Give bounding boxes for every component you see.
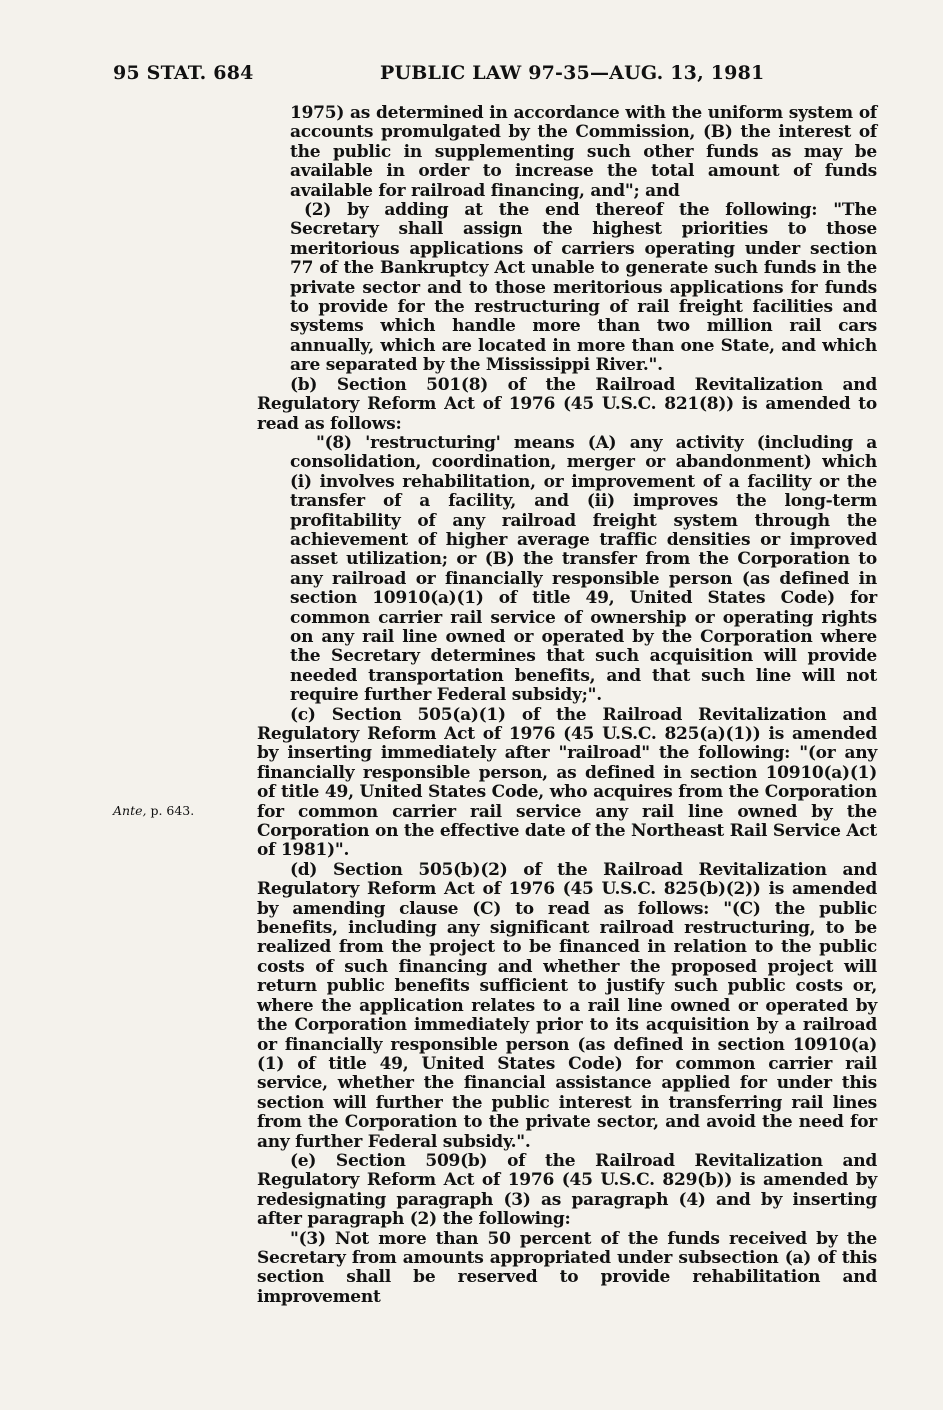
paragraph-quoted-3: "(3) Not more than 50 percent of the funds received by the Secretary from amounts appropriated under subsection (a) of this section shall be reserved to provide rehabilitation and improvement bbox=[257, 1228, 877, 1307]
paragraph-quoted-8: "(8) 'restructuring' means (A) any activity (including a consolidation, coordination, merger or abandonment) which (i) involves rehabilitation, or improvement of a facility or the transfer of a facility, and (ii) improves the long-term profitability of any railroad freight system through the achievement of higher average traffic densities or improved asset utilization; or (B) the transfer from the Corporation to any railroad or financially responsible person (as defined in section 10910(a)(1) of title 49, United States Code) for common carrier rail service of ownership or operating rights on any rail line owned or operated by the Corporation where the Secretary determines that such acquisition will provide needed transportation benefits, and that such line will not require further Federal subsidy;". bbox=[290, 432, 877, 706]
margin-note-italic: Ante, bbox=[113, 803, 147, 818]
paragraph-c: (c) Section 505(a)(1) of the Railroad Revitalization and Regulatory Reform Act of 1976 (45 U.S.C. 825(a)(1)) is amended by inserting immediately after "railroad" the following: "(or any financially responsible person, as defined in section 10910(a)(1) of title 49, United States Code, who acquires from the Corporation for common carrier rail service any rail line owned by the Corporation on the effective date of the Northeast Rail Service Act of 1981)". bbox=[257, 704, 877, 861]
paragraph-continuation: 1975) as determined in accordance with the uniform system of accounts promulgated by the Commission, (B) the interest of the public in supplementing such other funds as may be available in order to increase the total amount of funds available for railroad financing, and"; and bbox=[290, 103, 877, 201]
paragraph-d: (d) Section 505(b)(2) of the Railroad Revitalization and Regulatory Reform Act of 1976 (45 U.S.C. 825(b)(2)) is amended by amending clause (C) to read as follows: "(C) the public benefits, including any significant railroad restructuring, to be realized from the project to be financed in relation to the public costs of such financing and whether the proposed project will return public benefits sufficient to justify such public costs or, where the application relates to a rail line owned or operated by the Corporation immediately prior to its acquisition by a railroad or financially responsible person (as defined in section 10910(a)(1) of title 49, United States Code) for common carrier rail service, whether the financial assistance applied for under this section will further the public interest in transferring rail lines from the Corporation to the private sector, and avoid the need for any further Federal subsidy.". bbox=[257, 859, 877, 1152]
paragraph-e: (e) Section 509(b) of the Railroad Revitalization and Regulatory Reform Act of 1976 (45 U.S.C. 829(b)) is amended by redesignating paragraph (3) as paragraph (4) and by inserting after paragraph (2) the following: bbox=[257, 1150, 877, 1230]
body-text bbox=[257, 104, 877, 1307]
margin-note-page: p. 643. bbox=[146, 803, 195, 818]
margin-note bbox=[113, 803, 194, 818]
statute-page-number: 95 STAT. 684 bbox=[113, 62, 254, 84]
paragraph-amendment-2: (2) by adding at the end thereof the following: "The Secretary shall assign the highest priorities to those meritorious applications of carriers operating under section 77 of the Bankruptcy Act unable to generate such funds in the private sector and to those meritorious applications for funds to provide for the restructuring of rail freight facilities and systems which handle more than two million rail cars annually, which are located in more than one State, and which are separated by the Mississippi River.". bbox=[290, 200, 877, 376]
paragraph-b: (b) Section 501(8) of the Railroad Revitalization and Regulatory Reform Act of 1976 (45 U.S.C. 821(8)) is amended to read as follows: bbox=[257, 374, 877, 434]
running-header-title: PUBLIC LAW 97-35—AUG. 13, 1981 bbox=[380, 62, 765, 84]
